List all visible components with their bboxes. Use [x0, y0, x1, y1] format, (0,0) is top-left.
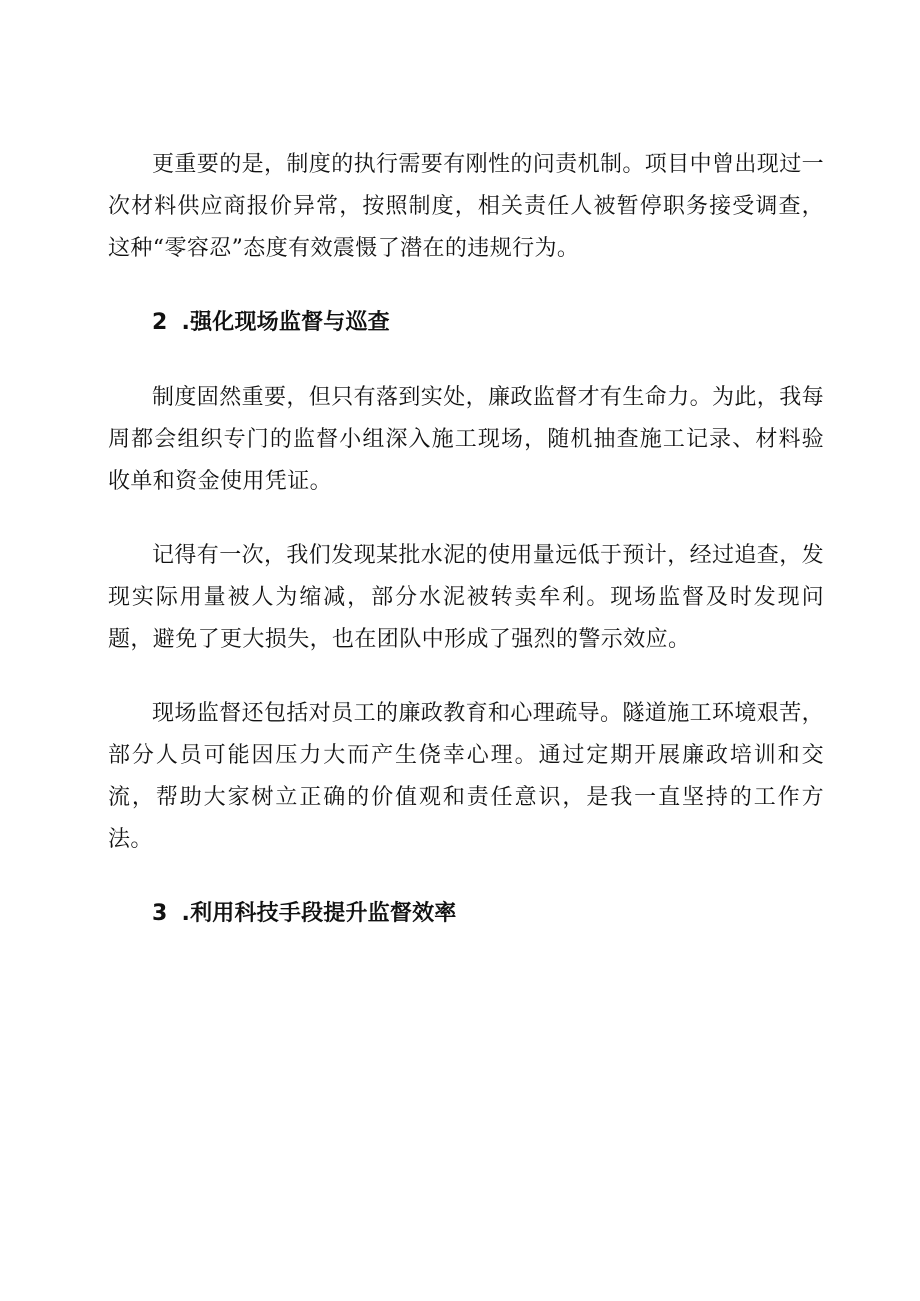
- section-heading-text: .强化现场监督与巡查: [181, 310, 390, 335]
- section-heading-3: [108, 893, 824, 935]
- section-number: 3: [152, 901, 168, 926]
- paragraph-onsite-supervision: 制度固然重要，但只有落到实处，廉政监督才有生命力。为此，我每周都会组织专门的监督小组深入施工现场，随机抽查施工记录、材料验收单和资金使用凭证。: [108, 385, 825, 494]
- paragraph-integrity-education: 现场监督还包括对员工的廉政教育和心理疏导。隧道施工环境艰苦，部分人员可能因压力大而产生侥幸心理。通过定期开展廉政培训和交流，帮助大家树立正确的价值观和责任意识，是我一直坚持的工作方法。: [108, 701, 825, 852]
- document-body: [108, 144, 824, 935]
- paragraph-accountability: 更重要的是，制度的执行需要有刚性的问责机制。项目中曾出现过一次材料供应商报价异常，按照制度，相关责任人被暂停职务接受调查，这种“零容忍”态度有效震慑了潜在的违规行为。: [108, 152, 825, 261]
- paragraph-cement-case: 记得有一次，我们发现某批水泥的使用量远低于预计，经过追查，发现实际用量被人为缩减，部分水泥被转卖牟利。现场监督及时发现问题，避免了更大损失，也在团队中形成了强烈的警示效应。: [108, 543, 825, 652]
- section-number: 2: [152, 310, 168, 335]
- section-heading-text: .利用科技手段提升监督效率: [181, 901, 457, 926]
- section-heading-2: [108, 302, 824, 344]
